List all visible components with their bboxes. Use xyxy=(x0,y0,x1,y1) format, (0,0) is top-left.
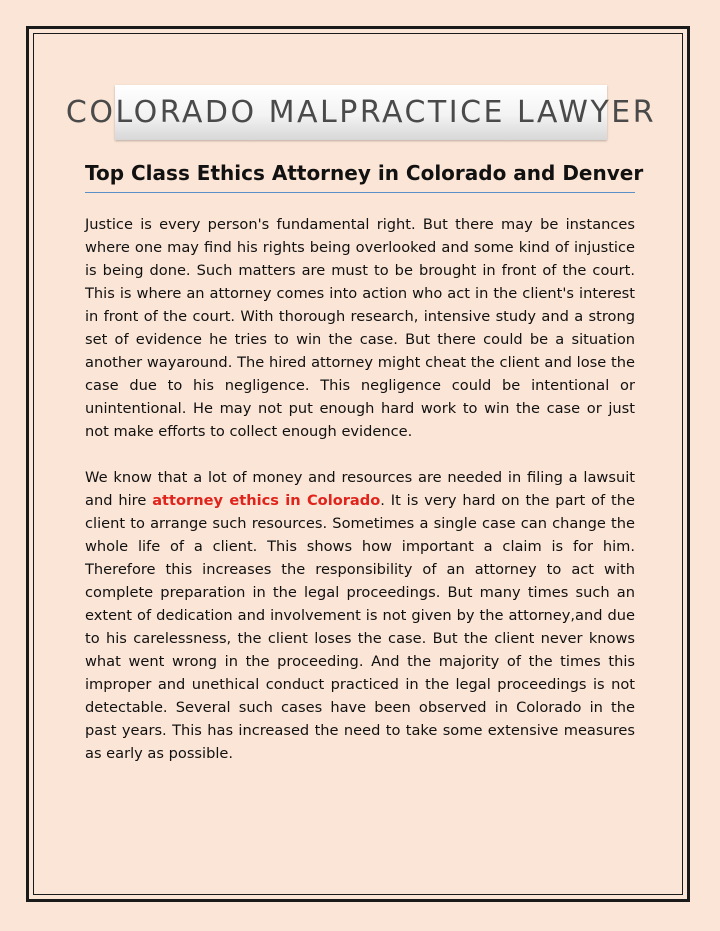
title-underline xyxy=(85,192,635,193)
paragraph-2-after: . It is very hard on the part of the client to arrange such resources. Sometimes a single case can change the whole life of a client. This shows how important a claim is for him. Therefore this increases the responsibility of an attorney to act with complete preparation in the legal proceedings. But many times such an extent of dedication and involvement is not given by the attorney,and due to his carelessness, the client loses the case. But the client never knows what went wrong in the proceeding. And the majority of the times this improper and unethical conduct practiced in the legal proceedings is not detectable. Several such cases have been observed in Colorado in the past years. This has increased the need to take some extensive measures as early as possible. xyxy=(85,492,635,762)
article-body xyxy=(85,213,635,788)
paragraph-2-before: We know that a lot of money and resources are needed in filing a lawsuit and hire xyxy=(85,469,635,509)
paragraph-2 xyxy=(85,466,635,765)
logo-text: COLORADO MALPRACTICE LAWYER xyxy=(65,95,657,130)
logo-banner xyxy=(65,85,657,140)
paragraph-1: Justice is every person's fundamental right. But there may be instances where one may find his rights being overlooked and some kind of injustice is being done. Such matters are must to be brought in front of the court. This is where an attorney comes into action who act in the client's interest in front of the court. With thorough research, intensive study and a strong set of evidence he tries to win the case. But there could be a situation another wayaround. The hired attorney might cheat the client and lose the case due to his negligence. This negligence could be intentional or unintentional. He may not put enough hard work to win the case or just not make efforts to collect enough evidence. xyxy=(85,216,635,440)
page-title: Top Class Ethics Attorney in Colorado and Denver xyxy=(85,161,644,185)
attorney-ethics-link[interactable]: attorney ethics in Colorado xyxy=(152,492,381,509)
